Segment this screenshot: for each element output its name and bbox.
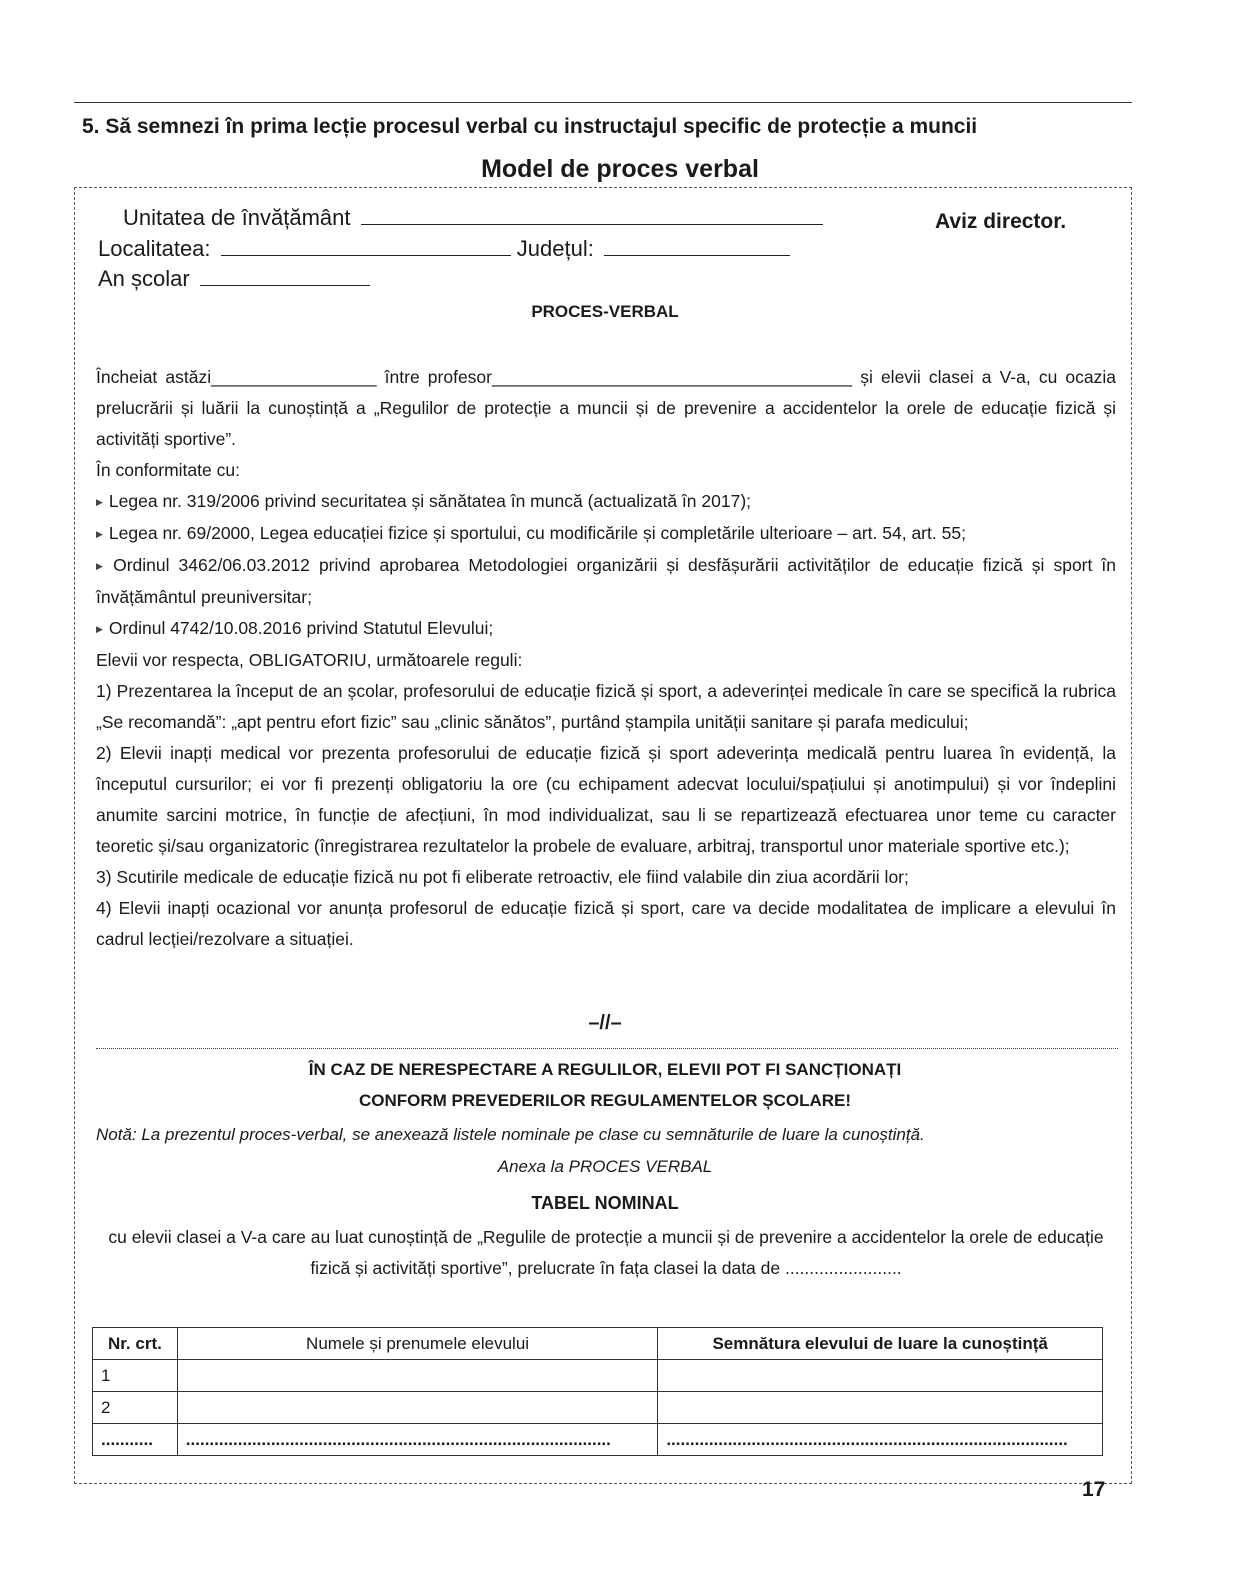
cell-name <box>177 1360 658 1392</box>
rule-item: 3) Scutirile medicale de educație fizică nu pot fi eliberate retroactiv, ele fiind valabile din ziua acordării lor; <box>96 867 909 887</box>
dotted-divider <box>96 1048 1118 1049</box>
law-item: ▶ Ordinul 3462/06.03.2012 privind aprobarea Metodologiei organizării și desfășurării activităților de educație fizică și sport în învățământul preuniversitar; <box>96 550 1116 613</box>
table-header-row <box>93 1328 1103 1360</box>
year-blank <box>200 267 370 286</box>
year-label: An școlar <box>98 266 190 291</box>
annex-label: Anexa la PROCES VERBAL <box>497 1157 713 1176</box>
locality-blank <box>221 237 511 256</box>
locality-line <box>98 236 790 262</box>
cell-nr: 1 <box>93 1360 178 1392</box>
cell-name: .......................................................................................... <box>177 1424 658 1456</box>
law-item: ▶ Legea nr. 319/2006 privind securitatea și sănătatea în muncă (actualizată în 2017); <box>96 486 1116 518</box>
cell-signature <box>658 1392 1103 1424</box>
separator: –//– <box>588 1012 622 1034</box>
aviz-director: Aviz director. <box>935 210 1067 233</box>
rule-item: 2) Elevii inapți medical vor prezenta profesorului de educație fizică și sport adeverința medicală pentru luarea în evidență, la începutul cursurilor; ei vor fi prezenți obligatoriu la ore (cu echipament adecvat locului/spațiului și anotimpului) și vor îndeplini anumite sarcini motrice, în funcție de afecțiuni, în mod individualizat, sau li se repartizează efectuarea unor teme cu caracter teoretic și/sau organizatoric (înregistrarea rezultatelor la probele de evaluare, arbitraj, transportul unor materiale sportive etc.); <box>96 743 1116 856</box>
unit-line <box>123 205 823 231</box>
tabel-title: TABEL NOMINAL <box>531 1193 679 1213</box>
nominal-table <box>92 1327 1103 1456</box>
section-heading: 5. Să semnezi în prima lecție procesul verbal cu instructajul specific de protecție a muncii <box>82 115 978 138</box>
cell-signature <box>658 1360 1103 1392</box>
cell-name <box>177 1392 658 1424</box>
header-name: Numele și prenumele elevului <box>177 1328 658 1360</box>
rule-item: 4) Elevii inapți ocazional vor anunța profesorul de educație fizică și sport, care va decide modalitatea de implicare a elevului în cadrul lecției/rezolvare a situației. <box>96 898 1116 949</box>
unit-label: Unitatea de învățământ <box>123 205 351 230</box>
rules-intro: Elevii vor respecta, OBLIGATORIU, următoarele reguli: <box>96 650 523 670</box>
pv-body <box>96 362 1116 955</box>
model-title: Model de proces verbal <box>481 155 759 183</box>
header-nr: Nr. crt. <box>93 1328 178 1360</box>
intro-paragraph: Încheiat astăzi_________________ între profesor_____________________________________ și elevii clasei a V-a, cu ocazia prelucrării și luării la cunoștință a „Regulilor de protecție a muncii și de prevenire a accidentelor la orele de educație fizică și activități sportive”. <box>96 367 1116 449</box>
warning-line-1: ÎN CAZ DE NERESPECTARE A REGULILOR, ELEVII POT FI SANCȚIONAȚI <box>308 1060 902 1079</box>
table-row <box>93 1424 1103 1456</box>
note: Notă: La prezentul proces-verbal, se anexează listele nominale pe clase cu semnăturile de luare la cunoștință. <box>96 1125 925 1144</box>
header-signature: Semnătura elevului de luare la cunoștință <box>658 1328 1103 1360</box>
cell-signature: ..................................................................................... <box>658 1424 1103 1456</box>
cell-nr: ........... <box>93 1424 178 1456</box>
top-rule <box>74 102 1132 103</box>
law-item: ▶ Legea nr. 69/2000, Legea educației fizice și sportului, cu modificările și completările ulterioare – art. 54, art. 55; <box>96 518 1116 550</box>
conform-label: În conformitate cu: <box>96 460 240 480</box>
rule-item: 1) Prezentarea la început de an școlar, profesorului de educație fizică și sport, a adeverinței medicale în care se specifică la rubrica „Se recomandă”: „apt pentru efort fizic” sau „clinic sănătos”, purtând ștampila unității sanitare și parafa medicului; <box>96 681 1116 732</box>
county-blank <box>604 237 790 256</box>
county-label: Județul: <box>516 236 594 261</box>
law-item: ▶ Ordinul 4742/10.08.2016 privind Statutul Elevului; <box>96 613 1116 645</box>
locality-label: Localitatea: <box>98 236 211 261</box>
page-number: 17 <box>1082 1478 1106 1501</box>
unit-blank <box>361 206 823 225</box>
warning-line-2: CONFORM PREVEDERILOR REGULAMENTELOR ȘCOLARE! <box>358 1091 852 1110</box>
tabel-description: cu elevii clasei a V-a care au luat cunoștință de „Regulile de protecție a muncii și de prevenire a accidentelor la orele de educație fizică și activități sportive”, prelucrate în fața clasei la data de ........................ <box>108 1227 1104 1278</box>
school-year-line <box>98 266 370 292</box>
cell-nr: 2 <box>93 1392 178 1424</box>
table-row <box>93 1392 1103 1424</box>
table-row <box>93 1360 1103 1392</box>
pv-title: PROCES-VERBAL <box>531 302 679 321</box>
